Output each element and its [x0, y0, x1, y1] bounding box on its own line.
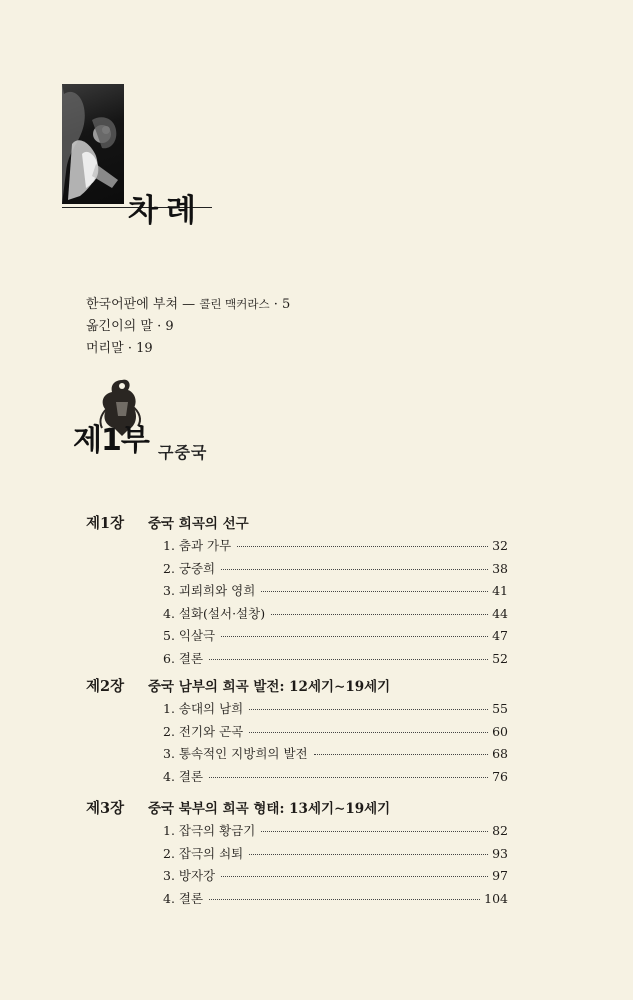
- chapter-label: 제1장: [86, 515, 125, 532]
- front-matter-page: 5: [282, 297, 291, 312]
- front-matter-author: 콜린 맥커라스: [199, 297, 270, 311]
- dot-leader: [249, 853, 488, 855]
- toc-entry[interactable]: [163, 581, 508, 604]
- page-title: 차례: [128, 193, 204, 229]
- toc-entry[interactable]: [163, 722, 508, 745]
- dot-leader: [221, 635, 488, 637]
- separator-dot: ·: [123, 341, 137, 356]
- toc-entry-label: 1. 송대의 남희: [163, 701, 244, 716]
- toc-entry-label: 5. 익살극: [163, 628, 216, 643]
- chapter-title: 중국 남부의 희곡 발전: 12세기∼19세기: [148, 679, 391, 695]
- toc-entry-page: 55: [492, 701, 508, 716]
- front-matter: [86, 293, 290, 360]
- toc-entry[interactable]: [163, 559, 508, 582]
- toc-entry-label: 2. 전기와 곤곡: [163, 723, 244, 739]
- toc-entry[interactable]: [163, 649, 508, 672]
- toc-entry-label: 6. 결론: [163, 650, 204, 666]
- dot-leader: [249, 708, 488, 710]
- toc-entry[interactable]: [163, 536, 508, 559]
- toc-entry-page: 76: [492, 768, 508, 784]
- chapter-label: 제3장: [86, 800, 125, 817]
- toc-entry-label: 3. 괴뢰희와 영희: [163, 583, 256, 598]
- toc-entry-label: 4. 설화(설서·설창): [163, 605, 266, 621]
- toc-entry-label: 3. 방자강: [163, 868, 216, 883]
- toc-entry-label: 2. 궁중희: [163, 560, 216, 576]
- toc-entry[interactable]: [163, 844, 508, 867]
- front-matter-label: 머리말: [86, 341, 124, 356]
- toc-entry-page: 44: [492, 605, 508, 621]
- toc-entry[interactable]: [163, 699, 508, 722]
- chapter-title: 중국 북부의 희곡 형태: 13세기∼19세기: [148, 801, 391, 817]
- front-matter-item: [86, 316, 290, 338]
- part-number: 제1부: [73, 423, 149, 458]
- toc-entry-page: 32: [492, 538, 508, 553]
- dot-leader: [271, 613, 488, 615]
- toc-entry-label: 4. 결론: [163, 890, 204, 906]
- toc-entry-page: 82: [492, 823, 508, 838]
- chapter-1: [86, 512, 508, 671]
- front-matter-page: 19: [136, 341, 153, 356]
- opera-performer-image: [62, 84, 124, 204]
- dot-leader: [261, 590, 488, 592]
- dot-leader: [209, 658, 488, 660]
- dot-leader: [221, 568, 488, 570]
- toc-entry-page: 68: [492, 746, 508, 761]
- dot-leader: [249, 731, 488, 733]
- toc-entry-label: 4. 결론: [163, 768, 204, 784]
- toc-entry[interactable]: [163, 767, 508, 790]
- part-title: 구중국: [158, 443, 208, 462]
- chapter-label: 제2장: [86, 678, 125, 695]
- chapter-2: [86, 675, 508, 789]
- chapter-3: [86, 797, 508, 911]
- dot-leader: [314, 753, 488, 755]
- toc-entry-label: 1. 춤과 가무: [163, 538, 232, 553]
- front-matter-page: 9: [165, 319, 174, 334]
- toc-entry-page: 47: [492, 628, 508, 643]
- header-photo: [62, 84, 124, 204]
- front-matter-label: 한국어판에 부쳐 —: [86, 297, 200, 312]
- separator-dot: ·: [269, 297, 283, 312]
- toc-entry-page: 52: [492, 650, 508, 666]
- toc-entry[interactable]: [163, 821, 508, 844]
- toc-entry-page: 104: [484, 890, 508, 906]
- dot-leader: [261, 830, 488, 832]
- separator-dot: ·: [152, 319, 166, 334]
- dot-leader: [221, 875, 488, 877]
- toc-entry[interactable]: [163, 744, 508, 767]
- toc-entry-label: 2. 잡극의 쇠퇴: [163, 845, 244, 861]
- toc-entry-page: 41: [492, 583, 508, 598]
- toc-entry-label: 3. 통속적인 지방희의 발전: [163, 746, 308, 761]
- chapter-title: 중국 희곡의 선구: [148, 516, 249, 532]
- dot-leader: [237, 545, 488, 547]
- dot-leader: [209, 898, 480, 900]
- toc-entry-page: 93: [492, 845, 508, 861]
- toc-entry[interactable]: [163, 626, 508, 649]
- toc-entry[interactable]: [163, 866, 508, 889]
- toc-entry-page: 60: [492, 723, 508, 739]
- toc-entry[interactable]: [163, 604, 508, 627]
- front-matter-label: 옮긴이의 말: [86, 319, 153, 334]
- front-matter-item: [86, 293, 290, 316]
- front-matter-item: [86, 338, 290, 360]
- toc-entry-label: 1. 잡극의 황금기: [163, 823, 256, 838]
- toc-entry-page: 97: [492, 868, 508, 883]
- toc-entry-page: 38: [492, 560, 508, 576]
- dot-leader: [209, 776, 488, 778]
- toc-entry[interactable]: [163, 889, 508, 912]
